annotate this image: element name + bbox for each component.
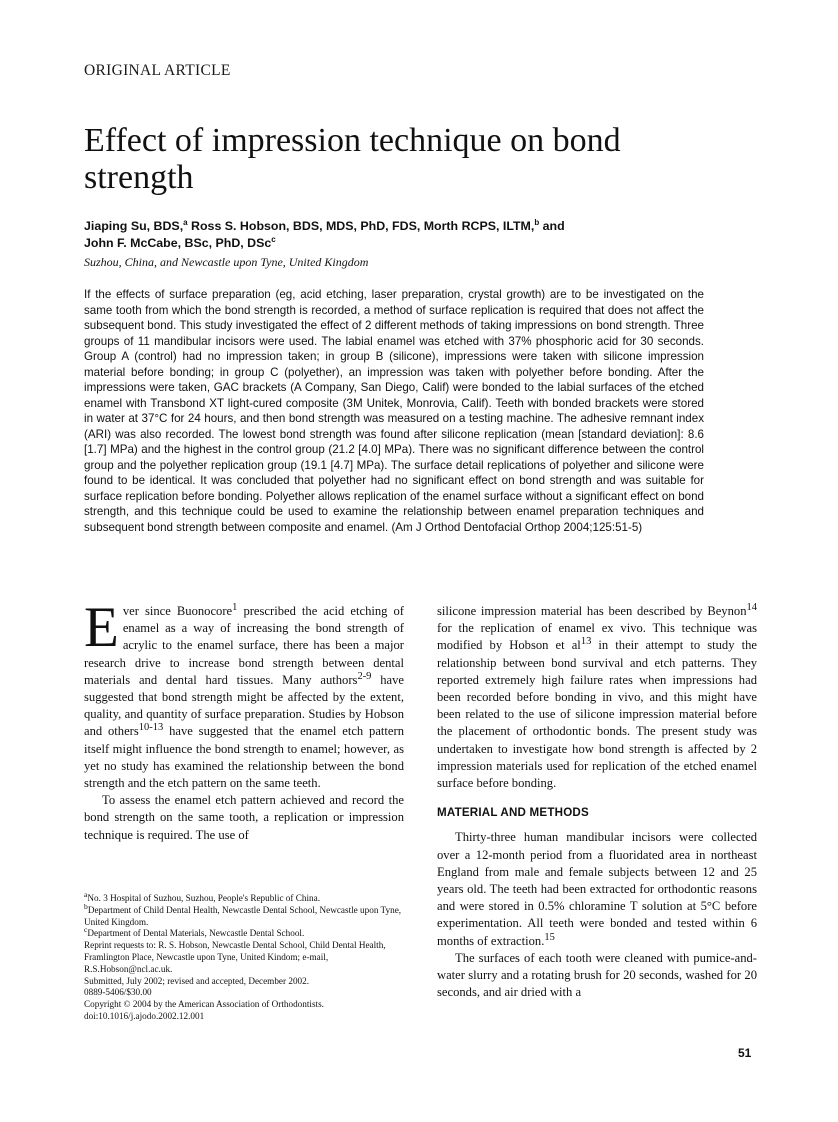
intro-text-c: have suggested that bond strength might be affected by the extent, quality, and quantity of surface preparation. Studies by Hobson and others <box>84 672 405 739</box>
submission-dates: Submitted, July 2002; revised and accepted, December 2002. <box>84 975 310 986</box>
author-sup-c: c <box>271 234 276 244</box>
drop-cap: E <box>84 596 119 659</box>
intro-text-f: for the replication of enamel ex vivo. This technique was modified by Hobson et al <box>437 621 757 653</box>
body-column-left <box>84 596 405 844</box>
ref-sup: 14 <box>746 601 757 613</box>
footnote-sup: a <box>84 889 88 899</box>
ref-sup: 13 <box>580 636 592 648</box>
intro-text-b: prescribed the acid etching of enamel as a way of increasing the bond strength of acrylic to the enamel surface, there has been a major research drive to increase bond strength between dental materials and dental hard tissues. Many authors <box>84 604 404 687</box>
intro-text-g: in their attempt to study the relationship between bond survival and etch patterns. They reported extremely high failure rates when impressions had been recorded before bonding in vivo, and this might have been related to the use of silicone impression material before the placement of orthodontic bonds. The present study was undertaken to investigate how bond strength is affected by 2 impression materials used for replication of the etched enamel surface before bonding. <box>437 638 757 791</box>
page-number: 51 <box>738 1046 752 1060</box>
footnote-c <box>84 925 404 940</box>
methods-paragraph-2: The surfaces of each tooth were cleaned with pumice-and-water slurry and a rotating brush for 20 seconds, washed for 20 seconds, and air dried with a <box>437 950 757 1000</box>
footnote-text: No. 3 Hospital of Suzhou, Suzhou, People's Republic of China. <box>87 893 321 903</box>
issn: 0889-5406/$30.00 <box>84 987 152 998</box>
body-column-right <box>437 603 757 1001</box>
copyright: Copyright © 2004 by the American Association of Orthodontists. <box>84 999 324 1010</box>
reprint-requests: Reprint requests to: R. S. Hobson, Newcastle Dental School, Child Dental Health, Framlington Place, Newcastle upon Tyne, United Kindom; e-mail, R.S.Hobson@ncl.ac.uk. <box>84 940 386 974</box>
intro-paragraph-3 <box>437 603 757 792</box>
footnote-a <box>84 889 404 905</box>
author-line2: John F. McCabe, BSc, PhD, DSc <box>84 236 272 250</box>
footnote-sup: b <box>84 901 88 911</box>
footnote-sup: c <box>84 925 88 935</box>
intro-text-d: have suggested that the enamel etch pattern itself might influence the bond strength to enamel; however, as yet no study has examined the relationship between the bond strength and the etch pattern on the same teeth. <box>84 724 404 791</box>
ref-sup: 10-13 <box>138 722 164 734</box>
section-label: ORIGINAL ARTICLE <box>84 62 231 79</box>
author-sup-b: b <box>534 217 540 227</box>
footnote-text: Department of Dental Materials, Newcastle Dental School. <box>87 928 305 939</box>
author-line1-part3: and <box>539 219 565 233</box>
author-list <box>84 218 744 252</box>
ref-sup: 2-9 <box>357 670 372 682</box>
intro-paragraph-2: To assess the enamel etch pattern achieved and record the bond strength on the same tooth, a replication or impression technique is required. The use of <box>84 793 404 842</box>
footnote-text: Department of Child Dental Health, Newcastle Dental School, Newcastle upon Tyne, United Kingdom. <box>84 904 402 927</box>
author-line1-part2: Ross S. Hobson, BDS, MDS, PhD, FDS, Morth RCPS, ILTM, <box>187 219 535 233</box>
doi: doi:10.1016/j.ajodo.2002.12.001 <box>84 1010 205 1021</box>
ref-sup: 15 <box>544 931 555 943</box>
section-heading-methods: MATERIAL AND METHODS <box>437 806 589 820</box>
abstract: If the effects of surface preparation (eg, acid etching, laser preparation, crystal growth) are to be investigated on the same tooth from which the bond strength is recorded, a method of surface replication is required that does not affect the subsequent bond. This study investigated the effect of 2 different methods of taking impressions on bond strength. Three groups of 11 mandibular incisors were used. The labial enamel was etched with 37% phosphoric acid for 30 seconds. Group A (control) had no impression taken; in group B (silicone), impressions were taken with silicone impression material before bonding; in group C (polyether), an impression was taken with polyether before bonding. After the impressions were taken, GAC brackets (A Company, San Diego, Calif) were bonded to the labial surfaces of the etched enamel with Transbond XT light-cured composite (3M Unitek, Monrovia, Calif). Teeth with bonded brackets were stored in water at 37°C for 24 hours, and then bond strength was measured on a testing machine. The adhesive remnant index (ARI) was also recorded. The lowest bond strength was found after silicone replication (mean [standard deviation]: 8.6 [1.7] MPa) and the highest in the control group (21.2 [4.0] MPa). There was no significant difference between the control group and the polyether replication group (19.1 [4.7] MPa). The surface detail replications of polyether and silicone were found to be identical. It was concluded that polyether had no significant effect on bond strength and was suitable for surface replication before bonding. Polyether allows replication of the enamel surface without a significant effect on bond strength, and this technique could be used to examine the relationship between enamel preparation techniques and subsequent bond strength between composite and enamel. (Am J Orthod Dentofacial Orthop 2004;125:51-5) <box>84 288 704 534</box>
methods-paragraph-1 <box>437 829 757 949</box>
footnote-b <box>84 901 404 929</box>
intro-text-a: ver since Buonocore <box>122 604 233 618</box>
article-title: Effect of impression technique on bond strength <box>84 122 621 196</box>
ref-sup: 1 <box>232 601 238 613</box>
affiliation-line: Suzhou, China, and Newcastle upon Tyne, United Kingdom <box>84 255 369 269</box>
methods-text-a: Thirty-three human mandibular incisors were collected over a 12-month period from a fluoridated area in northeast England from male and female subjects between 12 and 25 years old. The teeth had been extracted for orthodontic reasons and were stored in 0.5% chloramine T solution at 5°C before experimentation. All teeth were bonded and tested within 6 months of extraction. <box>437 830 757 948</box>
intro-text-e: silicone impression material has been described by Beynon <box>437 604 747 618</box>
author-sup-a: a <box>183 217 188 227</box>
footnotes <box>84 889 404 1023</box>
intro-paragraph-1 <box>84 596 405 792</box>
author-line1-part1: Jiaping Su, BDS, <box>84 219 184 233</box>
